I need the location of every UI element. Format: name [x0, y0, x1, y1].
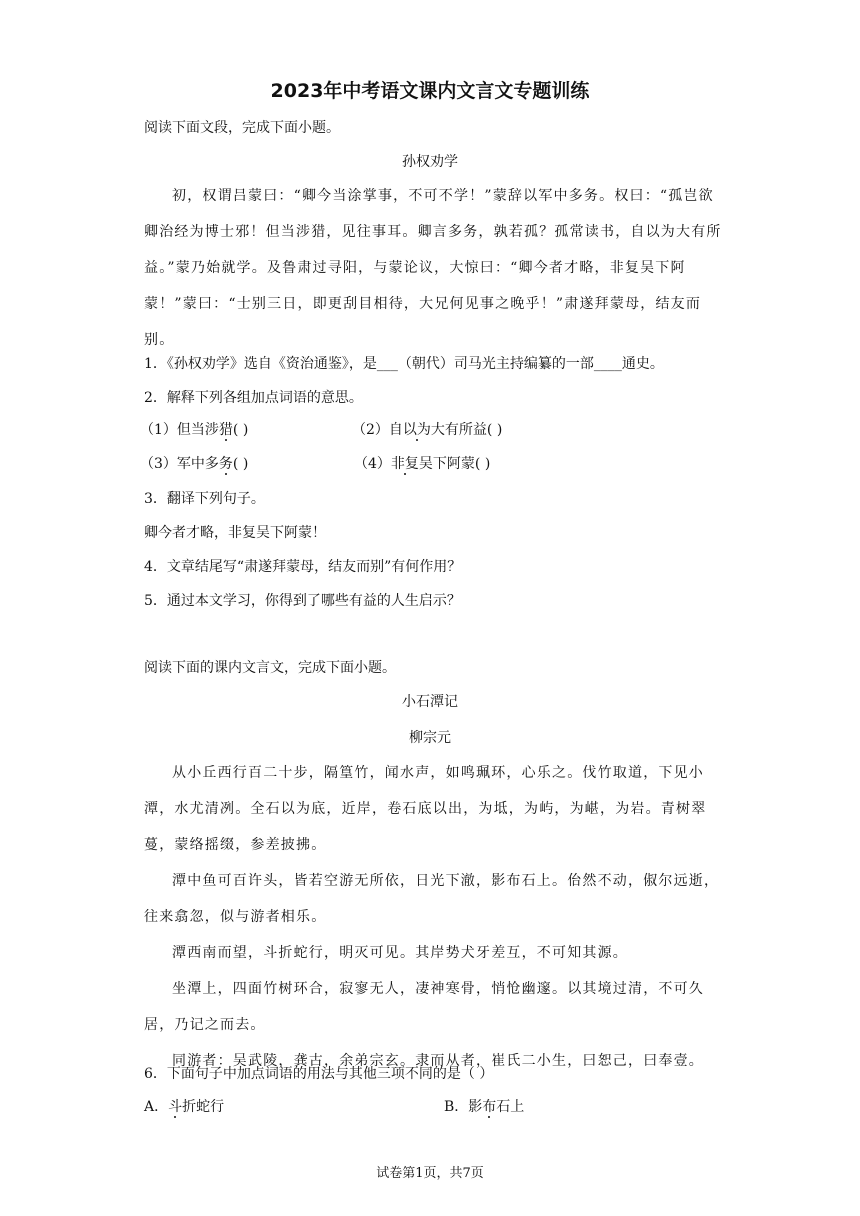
question-6: 6．下面句子中加点词语的用法与其他三项不同的是（ ）: [144, 1066, 494, 1082]
section2-instruction: 阅读下面的课内文言文，完成下面小题。: [144, 660, 396, 676]
question-2: 2．解释下列各组加点词语的意思。: [144, 390, 363, 406]
question-2-item-4: （4）非复吴下阿蒙( ): [354, 456, 491, 472]
passage2-paragraph-4: 坐潭上，四面竹树环合，寂寥无人，凄神寒骨，悄怆幽邃。以其境过清，不可久居，乃记之而去。: [144, 981, 704, 1033]
question-1: 1．《孙权劝学》选自《资治通鉴》，是___（朝代）司马光主持编纂的一部____通史。: [144, 356, 664, 372]
question-6-option-a: A．斗折蛇行: [144, 1099, 225, 1115]
question-2-item-1: （1）但当涉猎( ): [140, 422, 249, 438]
question-3: 3．翻译下列句子。: [144, 491, 265, 507]
question-4: 4．文章结尾写“肃遂拜蒙母，结友而别”有何作用？: [144, 559, 462, 575]
section1-instruction: 阅读下面文段，完成下面小题。: [144, 120, 340, 136]
passage2-paragraph-1: 从小丘西行百二十步，隔篁竹，闻水声，如鸣珮环，心乐之。伐竹取道，下见小潭，水尤清冽。全石以为底，近岸，卷石底以出，为坻，为屿，为嵁，为岩。青树翠蔓，蒙络摇缀，参差披拂。: [144, 765, 707, 853]
passage2-author: 柳宗元: [409, 730, 451, 746]
passage1-title: 孙权劝学: [402, 154, 458, 170]
passage2-paragraph-3: 潭西南而望，斗折蛇行，明灭可见。其岸势犬牙差互，不可知其源。: [172, 945, 628, 961]
document-title: 2023年中考语文课内文言文专题训练: [270, 80, 590, 102]
passage2-paragraph-5: 同游者：吴武陵，龚古，余弟宗玄。隶而从者，崔氏二小生，曰恕己，曰奉壹。: [172, 1053, 704, 1069]
question-6-option-b: B．影布石上: [444, 1099, 525, 1115]
page-footer: 试卷第1页，共7页: [376, 1166, 484, 1181]
question-5: 5．通过本文学习，你得到了哪些有益的人生启示？: [144, 593, 461, 609]
passage2-title: 小石潭记: [402, 694, 458, 710]
question-3-sentence: 卿今者才略，非复吴下阿蒙！: [144, 525, 326, 541]
question-2-item-2: （2）自以为大有所益( ): [352, 422, 503, 438]
passage1-text: 初，权谓吕蒙曰：“卿今当涂掌事，不可不学！”蒙辞以军中多务。权曰：“孤岂欲卿治经为博士邪！但当涉猎，见往事耳。卿言多务，孰若孤？孤常读书，自以为大有所益。”蒙乃始就学。及鲁肃过寻阳，与蒙论议，大惊曰：“卿今者才略，非复吴下阿蒙！”蒙曰：“士别三日，即更刮目相待，大兄何见事之晚乎！”肃遂拜蒙母，结友而别。: [144, 188, 722, 348]
passage2-paragraph-2: 潭中鱼可百许头，皆若空游无所依，日光下澈，影布石上。佁然不动，俶尔远逝，往来翕忽，似与游者相乐。: [144, 873, 720, 925]
question-2-item-3: （3）军中多务( ): [140, 456, 249, 472]
